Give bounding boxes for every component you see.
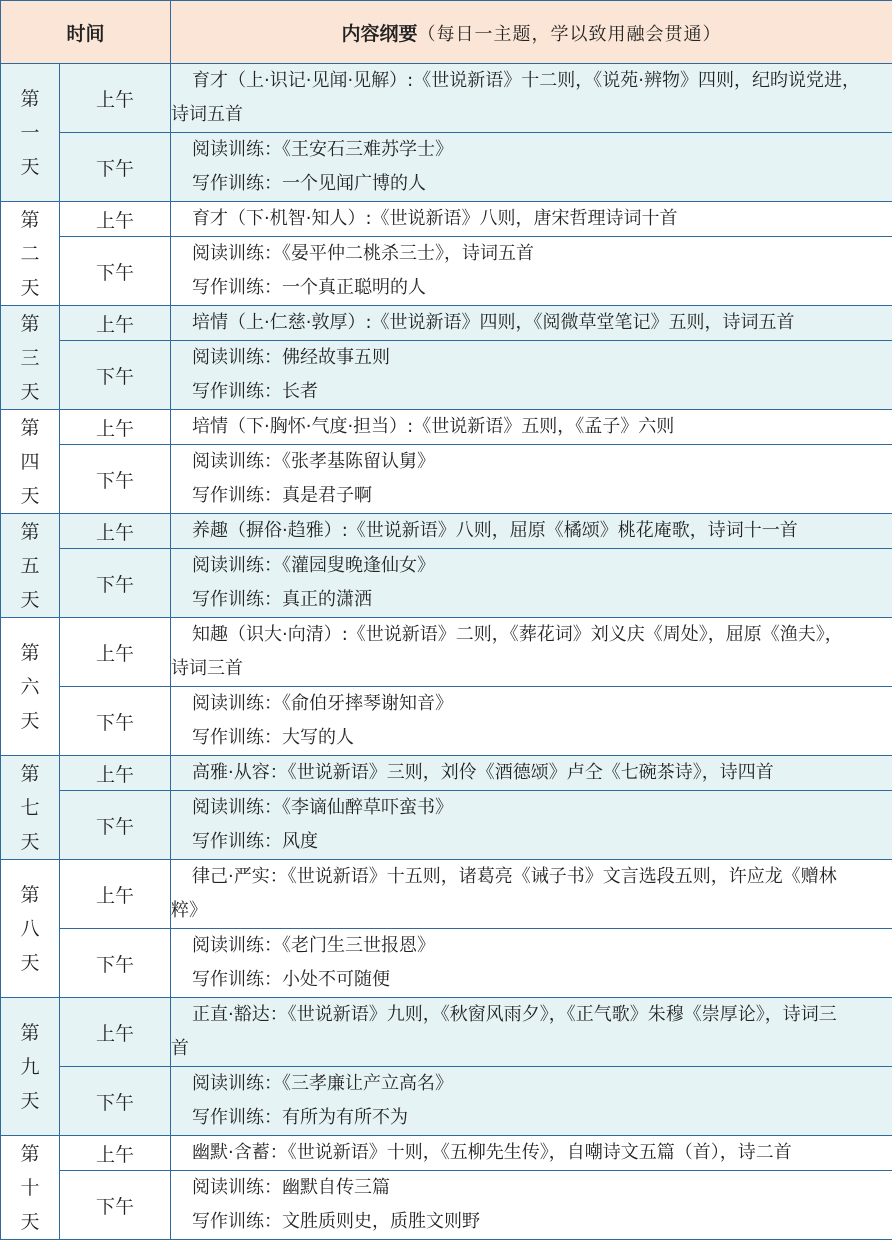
content-cell [171,1067,892,1136]
schedule-row [1,791,892,860]
content-cell [171,341,892,410]
afternoon-slot: 下午 [60,237,171,306]
schedule-row [1,1171,892,1240]
content-line: 写作训练：小处不可随便 [171,963,892,997]
schedule-row [1,306,892,341]
content-cell [171,791,892,860]
schedule-row [1,445,892,514]
morning-slot: 上午 [60,64,171,133]
content-cell [171,202,892,237]
content-line: 阅读训练：《张孝基陈留认舅》 [171,445,892,479]
schedule-row [1,998,892,1067]
content-line: 首 [171,1032,892,1066]
day-label: 第二天 [1,202,60,306]
content-cell [171,306,892,341]
afternoon-slot: 下午 [60,133,171,202]
morning-slot: 上午 [60,514,171,549]
content-line: 诗词三首 [171,652,892,686]
content-line: 写作训练：有所为有所不为 [171,1101,892,1135]
morning-slot: 上午 [60,860,171,929]
content-cell [171,618,892,687]
schedule-row [1,133,892,202]
content-line: 写作训练：长者 [171,375,892,409]
day-label: 第六天 [1,618,60,756]
content-line: 阅读训练：《王安石三难苏学士》 [171,133,892,167]
afternoon-slot: 下午 [60,687,171,756]
content-line: 写作训练：文胜质则史，质胜文则野 [171,1205,892,1239]
content-cell [171,860,892,929]
afternoon-slot: 下午 [60,929,171,998]
time-column-header: 时间 [1,1,171,64]
schedule-row [1,549,892,618]
schedule-row [1,514,892,549]
day-label: 第四天 [1,410,60,514]
content-line: 粹》 [171,894,892,928]
morning-slot: 上午 [60,998,171,1067]
day-label: 第五天 [1,514,60,618]
schedule-row [1,1136,892,1171]
morning-slot: 上午 [60,202,171,237]
schedule-row [1,1067,892,1136]
morning-slot: 上午 [60,756,171,791]
content-line: 阅读训练：《灌园叟晚逢仙女》 [171,549,892,583]
content-line: 诗词五首 [171,98,892,132]
content-line: 写作训练：风度 [171,825,892,859]
morning-slot: 上午 [60,410,171,445]
content-line: 高雅·从容：《世说新语》三则，刘伶《酒德颂》卢仝《七碗茶诗》，诗四首 [171,756,892,790]
morning-slot: 上午 [60,1136,171,1171]
afternoon-slot: 下午 [60,341,171,410]
schedule-row [1,202,892,237]
schedule-row [1,64,892,133]
content-line: 培情（下·胸怀·气度·担当）:《世说新语》五则，《孟子》六则 [171,410,892,444]
table-header-row [1,1,892,64]
content-cell [171,1171,892,1240]
content-line: 写作训练：大写的人 [171,721,892,755]
schedule-row [1,929,892,998]
content-line: 阅读训练：《老门生三世报恩》 [171,929,892,963]
content-cell [171,445,892,514]
content-line: 写作训练：真是君子啊 [171,479,892,513]
schedule-row [1,687,892,756]
day-label: 第七天 [1,756,60,860]
day-label: 第一天 [1,64,60,202]
day-label: 第三天 [1,306,60,410]
content-line: 阅读训练：佛经故事五则 [171,341,892,375]
content-line: 阅读训练：《三孝廉让产立高名》 [171,1067,892,1101]
afternoon-slot: 下午 [60,445,171,514]
content-line: 阅读训练：《晏平仲二桃杀三士》，诗词五首 [171,237,892,271]
schedule-row [1,341,892,410]
content-cell [171,1136,892,1171]
content-line: 正直·豁达：《世说新语》九则，《秋窗风雨夕》，《正气歌》朱穆《崇厚论》，诗词三 [171,998,892,1032]
content-cell [171,687,892,756]
content-line: 培情（上·仁慈·敦厚）:《世说新语》四则，《阅微草堂笔记》五则，诗词五首 [171,306,892,340]
afternoon-slot: 下午 [60,549,171,618]
content-line: 写作训练：真正的潇洒 [171,583,892,617]
content-line: 育才（上·识记·见闻·见解）:《世说新语》十二则，《说苑·辨物》四则，纪昀说党进， [171,64,892,98]
content-cell [171,549,892,618]
content-line: 写作训练：一个见闻广博的人 [171,167,892,201]
morning-slot: 上午 [60,306,171,341]
content-column-header [171,1,892,64]
schedule-body [1,64,892,1240]
content-cell [171,64,892,133]
content-line: 律己·严实：《世说新语》十五则，诸葛亮《诫子书》文言选段五则，许应龙《赠林 [171,860,892,894]
day-label: 第十天 [1,1136,60,1240]
content-title: 内容纲要 [342,23,418,45]
schedule-row [1,756,892,791]
afternoon-slot: 下午 [60,791,171,860]
afternoon-slot: 下午 [60,1171,171,1240]
afternoon-slot: 下午 [60,1067,171,1136]
content-cell [171,756,892,791]
content-cell [171,133,892,202]
schedule-row [1,237,892,306]
content-cell [171,998,892,1067]
content-cell [171,237,892,306]
content-line: 阅读训练：幽默自传三篇 [171,1171,892,1205]
content-line: 知趣（识大·向清）:《世说新语》二则，《葬花词》刘义庆《周处》，屈原《渔夫》， [171,618,892,652]
content-line: 写作训练：一个真正聪明的人 [171,271,892,305]
day-label: 第九天 [1,998,60,1136]
content-line: 阅读训练：《李谪仙醉草吓蛮书》 [171,791,892,825]
content-cell [171,929,892,998]
schedule-row [1,410,892,445]
content-line: 幽默·含蓄：《世说新语》十则，《五柳先生传》，自嘲诗文五篇（首），诗二首 [171,1136,892,1170]
content-line: 育才（下·机智·知人）:《世说新语》八则，唐宋哲理诗词十首 [171,202,892,236]
morning-slot: 上午 [60,618,171,687]
schedule-row [1,618,892,687]
content-cell [171,410,892,445]
content-cell [171,514,892,549]
content-line: 阅读训练：《俞伯牙摔琴谢知音》 [171,687,892,721]
content-line: 养趣（摒俗·趋雅）:《世说新语》八则，屈原《橘颂》桃花庵歌，诗词十一首 [171,514,892,548]
schedule-row [1,860,892,929]
day-label: 第八天 [1,860,60,998]
content-note: （每日一主题，学以致用融会贯通） [418,24,722,45]
